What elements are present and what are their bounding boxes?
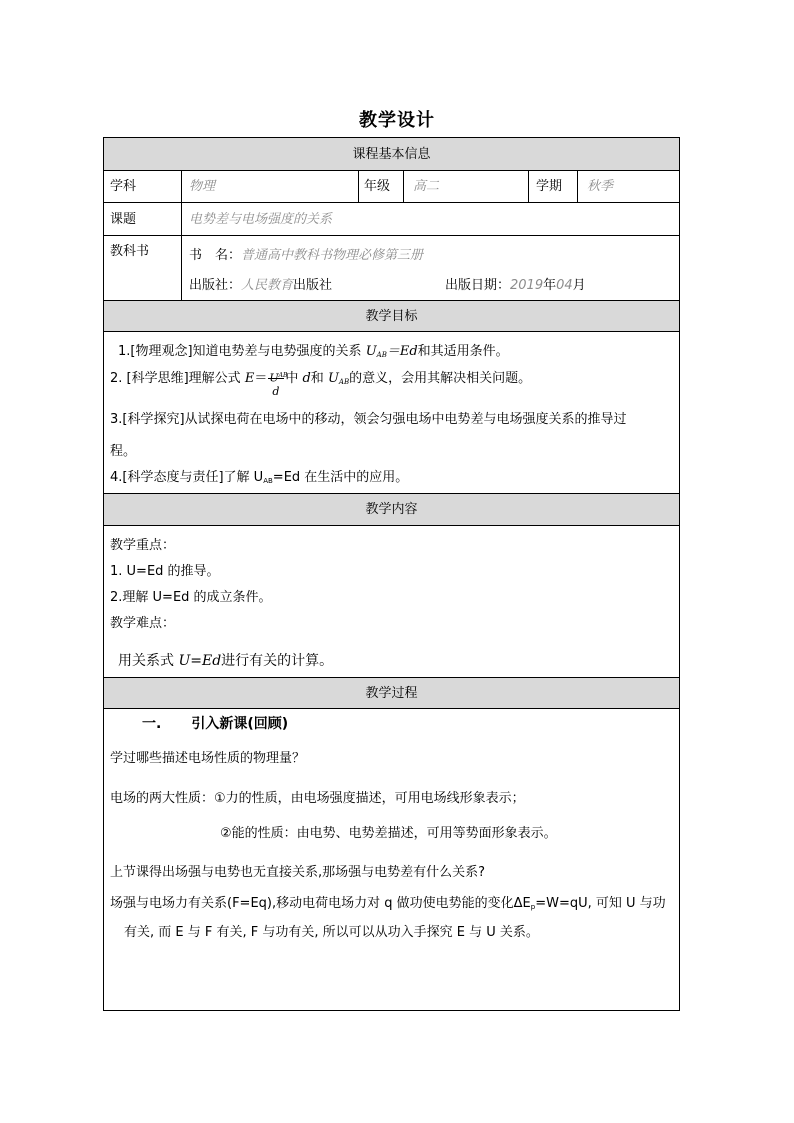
section-objectives-title: 教学目标 xyxy=(365,309,418,324)
key-point-1: 1. U=Ed 的推导。 xyxy=(110,564,220,579)
objective-4-subscript: AB xyxy=(263,477,273,485)
process-question-2: 上节课得出场强与电势也无直接关系,那场强与电势差有什么关系? xyxy=(110,865,486,880)
textbook-row xyxy=(104,236,679,301)
date-label: 出版日期： xyxy=(445,278,511,293)
section-basic-info-title: 课程基本信息 xyxy=(352,147,431,162)
objective-2-symbol-d: d xyxy=(302,371,311,386)
section-process-header xyxy=(104,678,679,709)
objective-1-subscript: AB xyxy=(376,351,387,359)
process-heading-number: 一. xyxy=(142,716,162,732)
difficulty-suffix: 进行有关的计算。 xyxy=(221,653,334,669)
difficulty-label: 教学难点： xyxy=(110,616,176,631)
process-paragraph-3-subscript: p xyxy=(530,903,536,911)
section-content-header xyxy=(104,494,679,526)
fraction-numerator: U xyxy=(269,371,279,385)
book-name-label: 书 名： xyxy=(189,248,242,263)
objective-1-equation: ＝Ed xyxy=(386,344,418,359)
objective-4 xyxy=(110,466,408,485)
objective-1 xyxy=(118,340,509,359)
objective-2-fraction xyxy=(267,367,288,398)
difficulty-text: 用关系式 xyxy=(118,653,179,669)
section-process-title: 教学过程 xyxy=(365,686,418,701)
process-heading xyxy=(142,713,288,733)
difficulty-point xyxy=(118,650,333,670)
objective-2-symbol-e: E xyxy=(244,371,255,386)
textbook-label: 教科书 xyxy=(110,244,150,259)
process-body xyxy=(104,709,679,1010)
term-value: 秋季 xyxy=(587,179,614,194)
section-objectives-header xyxy=(104,301,679,332)
fraction-numerator-sup: AB xyxy=(278,371,288,379)
term-label: 学期 xyxy=(536,179,563,194)
process-paragraph-4: 有关, 而 E 与 F 有关, F 与功有关, 所以可以从功入手探究 E 与 U 关系。 xyxy=(124,925,539,940)
lesson-plan-table xyxy=(103,137,680,1011)
objective-3-line-1: 3.[科学探究]从试探电荷在电场中的移动，领会匀强电场中电势差与电场强度关系的推导过 xyxy=(110,412,627,427)
objective-2 xyxy=(110,366,532,398)
document-title: 教学设计 xyxy=(359,110,435,131)
objectives-body xyxy=(104,332,679,494)
objective-1-text: 1.[物理观念]知道电势差与电势强度的关系 xyxy=(118,344,366,359)
section-content-title: 教学内容 xyxy=(365,502,418,517)
objective-2-symbol-u: U xyxy=(327,371,339,386)
date-year-unit: 年 xyxy=(543,278,557,293)
objective-2-suffix: 的意义，会用其解决相关问题。 xyxy=(349,371,532,386)
publisher-value: 人民教育 xyxy=(241,278,294,293)
objective-4-suffix: =Ed 在生活中的应用。 xyxy=(272,470,409,485)
publisher-line xyxy=(189,274,332,293)
process-paragraph-1: 电场的两大性质：①力的性质，由电场强度描述，可用电场线形象表示； xyxy=(110,791,525,806)
fraction-denominator: d xyxy=(272,384,280,398)
difficulty-formula: U=Ed xyxy=(178,653,222,669)
objective-2-mid: 中 xyxy=(285,371,303,386)
content-body xyxy=(104,526,679,678)
objective-1-suffix: 和其适用条件。 xyxy=(417,344,509,359)
process-question-1: 学过哪些描述电场性质的物理量？ xyxy=(110,751,306,766)
objective-2-equals: ＝ xyxy=(254,371,268,386)
publisher-suffix: 出版社 xyxy=(293,278,333,293)
basic-info-row xyxy=(104,171,679,203)
process-paragraph-3-suffix: =W=qU, 可知 U 与功 xyxy=(535,896,666,911)
process-paragraph-3-text: 场强与电场力有关系(F=Eq),移动电荷电场力对 q 做功使电势能的变化ΔE xyxy=(110,896,531,911)
book-name-line xyxy=(189,244,423,263)
book-name-value: 普通高中教科书物理必修第三册 xyxy=(241,248,424,263)
objective-4-text: 4.[科学态度与责任]了解 U xyxy=(110,470,264,485)
topic-row xyxy=(104,203,679,236)
objective-2-and: 和 xyxy=(310,371,328,386)
process-paragraph-3 xyxy=(110,892,666,911)
objective-2-subscript: AB xyxy=(338,378,350,386)
grade-value: 高二 xyxy=(413,179,440,194)
section-basic-info-header xyxy=(104,138,679,171)
date-year: 2019 xyxy=(510,278,544,293)
topic-value: 电势差与电场强度的关系 xyxy=(189,212,333,227)
subject-label: 学科 xyxy=(110,179,137,194)
objective-2-text: 2. [科学思维]理解公式 xyxy=(110,371,245,386)
date-month: 04 xyxy=(556,278,573,293)
topic-label: 课题 xyxy=(110,212,137,227)
objective-3-line-2: 程。 xyxy=(110,444,137,459)
key-points-label: 教学重点： xyxy=(110,538,176,553)
process-heading-text: 引入新课(回顾) xyxy=(191,716,289,732)
grade-label: 年级 xyxy=(364,179,391,194)
date-month-unit: 月 xyxy=(572,278,586,293)
subject-value: 物理 xyxy=(189,179,216,194)
publisher-label: 出版社： xyxy=(189,278,242,293)
key-point-2: 2.理解 U=Ed 的成立条件。 xyxy=(110,590,272,605)
process-paragraph-2: ②能的性质：由电势、电势差描述，可用等势面形象表示。 xyxy=(220,826,557,841)
objective-1-symbol-u: U xyxy=(365,344,377,359)
publish-date-line xyxy=(445,274,586,293)
